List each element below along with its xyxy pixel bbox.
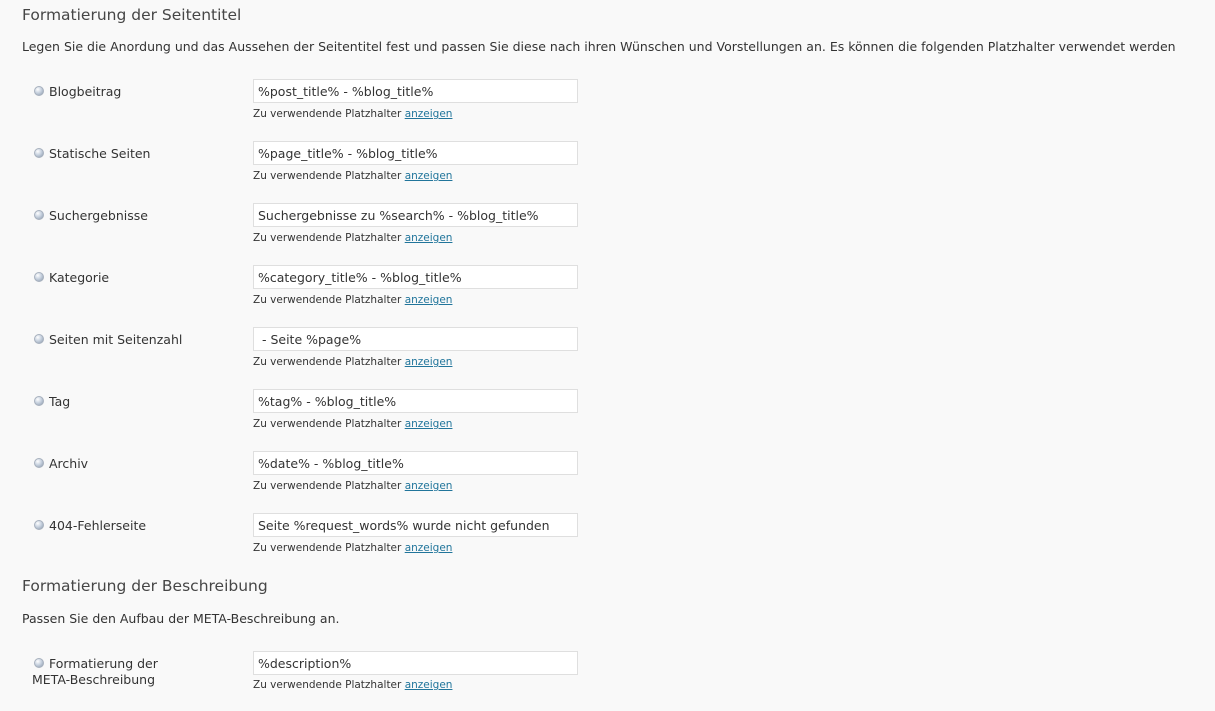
help-bullet-icon[interactable]	[34, 520, 44, 530]
help-bullet-icon[interactable]	[34, 86, 44, 96]
help-bullet-icon[interactable]	[34, 396, 44, 406]
show-placeholders-link[interactable]: anzeigen	[404, 679, 453, 691]
static-pages-title-input[interactable]	[253, 141, 578, 165]
hint-text: Zu verwendende Platzhalter	[253, 418, 402, 430]
show-placeholders-link[interactable]: anzeigen	[404, 108, 453, 120]
help-bullet-icon[interactable]	[34, 272, 44, 282]
hint-text: Zu verwendende Platzhalter	[253, 108, 402, 120]
show-placeholders-link[interactable]: anzeigen	[404, 356, 453, 368]
hint-text: Zu verwendende Platzhalter	[253, 170, 402, 182]
field-label-line1: Formatierung der	[49, 656, 158, 671]
show-placeholders-link[interactable]: anzeigen	[404, 294, 453, 306]
hint-text: Zu verwendende Platzhalter	[253, 679, 402, 691]
field-label-line2: META-Beschreibung	[32, 672, 156, 687]
field-label: Archiv	[49, 456, 89, 471]
help-bullet-icon[interactable]	[34, 148, 44, 158]
field-row-meta-description	[0, 651, 1215, 711]
show-placeholders-link[interactable]: anzeigen	[404, 480, 453, 492]
field-row-seiten-mit-seitenzahl	[0, 327, 1215, 387]
hint-text: Zu verwendende Platzhalter	[253, 480, 402, 492]
section-title-description: Formatierung der Beschreibung	[22, 577, 268, 595]
placeholder-hint	[253, 480, 452, 492]
placeholder-hint	[253, 232, 452, 244]
field-row-blogbeitrag	[0, 79, 1215, 139]
show-placeholders-link[interactable]: anzeigen	[404, 542, 453, 554]
placeholder-hint	[253, 294, 452, 306]
section-title-page-titles: Formatierung der Seitentitel	[22, 6, 242, 24]
field-label: Seiten mit Seitenzahl	[49, 332, 183, 347]
field-label: Blogbeitrag	[49, 84, 122, 99]
show-placeholders-link[interactable]: anzeigen	[404, 418, 453, 430]
placeholder-hint	[253, 170, 452, 182]
category-title-input[interactable]	[253, 265, 578, 289]
field-row-404-fehlerseite	[0, 513, 1215, 573]
placeholder-hint	[253, 542, 452, 554]
field-label: Statische Seiten	[49, 146, 151, 161]
help-bullet-icon[interactable]	[34, 334, 44, 344]
field-row-statische-seiten	[0, 141, 1215, 201]
field-label: 404-Fehlerseite	[49, 518, 147, 533]
help-bullet-icon[interactable]	[34, 658, 44, 668]
field-label	[32, 656, 209, 688]
help-bullet-icon[interactable]	[34, 458, 44, 468]
paged-title-input[interactable]	[253, 327, 578, 351]
placeholder-hint	[253, 356, 452, 368]
placeholder-hint	[253, 418, 452, 430]
hint-text: Zu verwendende Platzhalter	[253, 356, 402, 368]
field-row-suchergebnisse	[0, 203, 1215, 263]
show-placeholders-link[interactable]: anzeigen	[404, 170, 453, 182]
archive-title-input[interactable]	[253, 451, 578, 475]
field-row-tag	[0, 389, 1215, 449]
404-title-input[interactable]	[253, 513, 578, 537]
section-description-page-titles: Legen Sie die Anordung und das Aussehen der Seitentitel fest und passen Sie diese nach ihren Wünschen und Vorstellungen an. Es können die folgenden Platzhalter verwendet werden	[22, 39, 1176, 54]
search-results-title-input[interactable]	[253, 203, 578, 227]
placeholder-hint	[253, 679, 452, 691]
hint-text: Zu verwendende Platzhalter	[253, 232, 402, 244]
meta-description-format-input[interactable]	[253, 651, 578, 675]
blogbeitrag-title-input[interactable]	[253, 79, 578, 103]
field-label: Suchergebnisse	[49, 208, 148, 223]
placeholder-hint	[253, 108, 452, 120]
field-label: Kategorie	[49, 270, 110, 285]
field-row-kategorie	[0, 265, 1215, 325]
show-placeholders-link[interactable]: anzeigen	[404, 232, 453, 244]
help-bullet-icon[interactable]	[34, 210, 44, 220]
field-label: Tag	[49, 394, 71, 409]
hint-text: Zu verwendende Platzhalter	[253, 294, 402, 306]
section-description-description: Passen Sie den Aufbau der META-Beschreibung an.	[22, 611, 340, 626]
tag-title-input[interactable]	[253, 389, 578, 413]
field-row-archiv	[0, 451, 1215, 511]
hint-text: Zu verwendende Platzhalter	[253, 542, 402, 554]
